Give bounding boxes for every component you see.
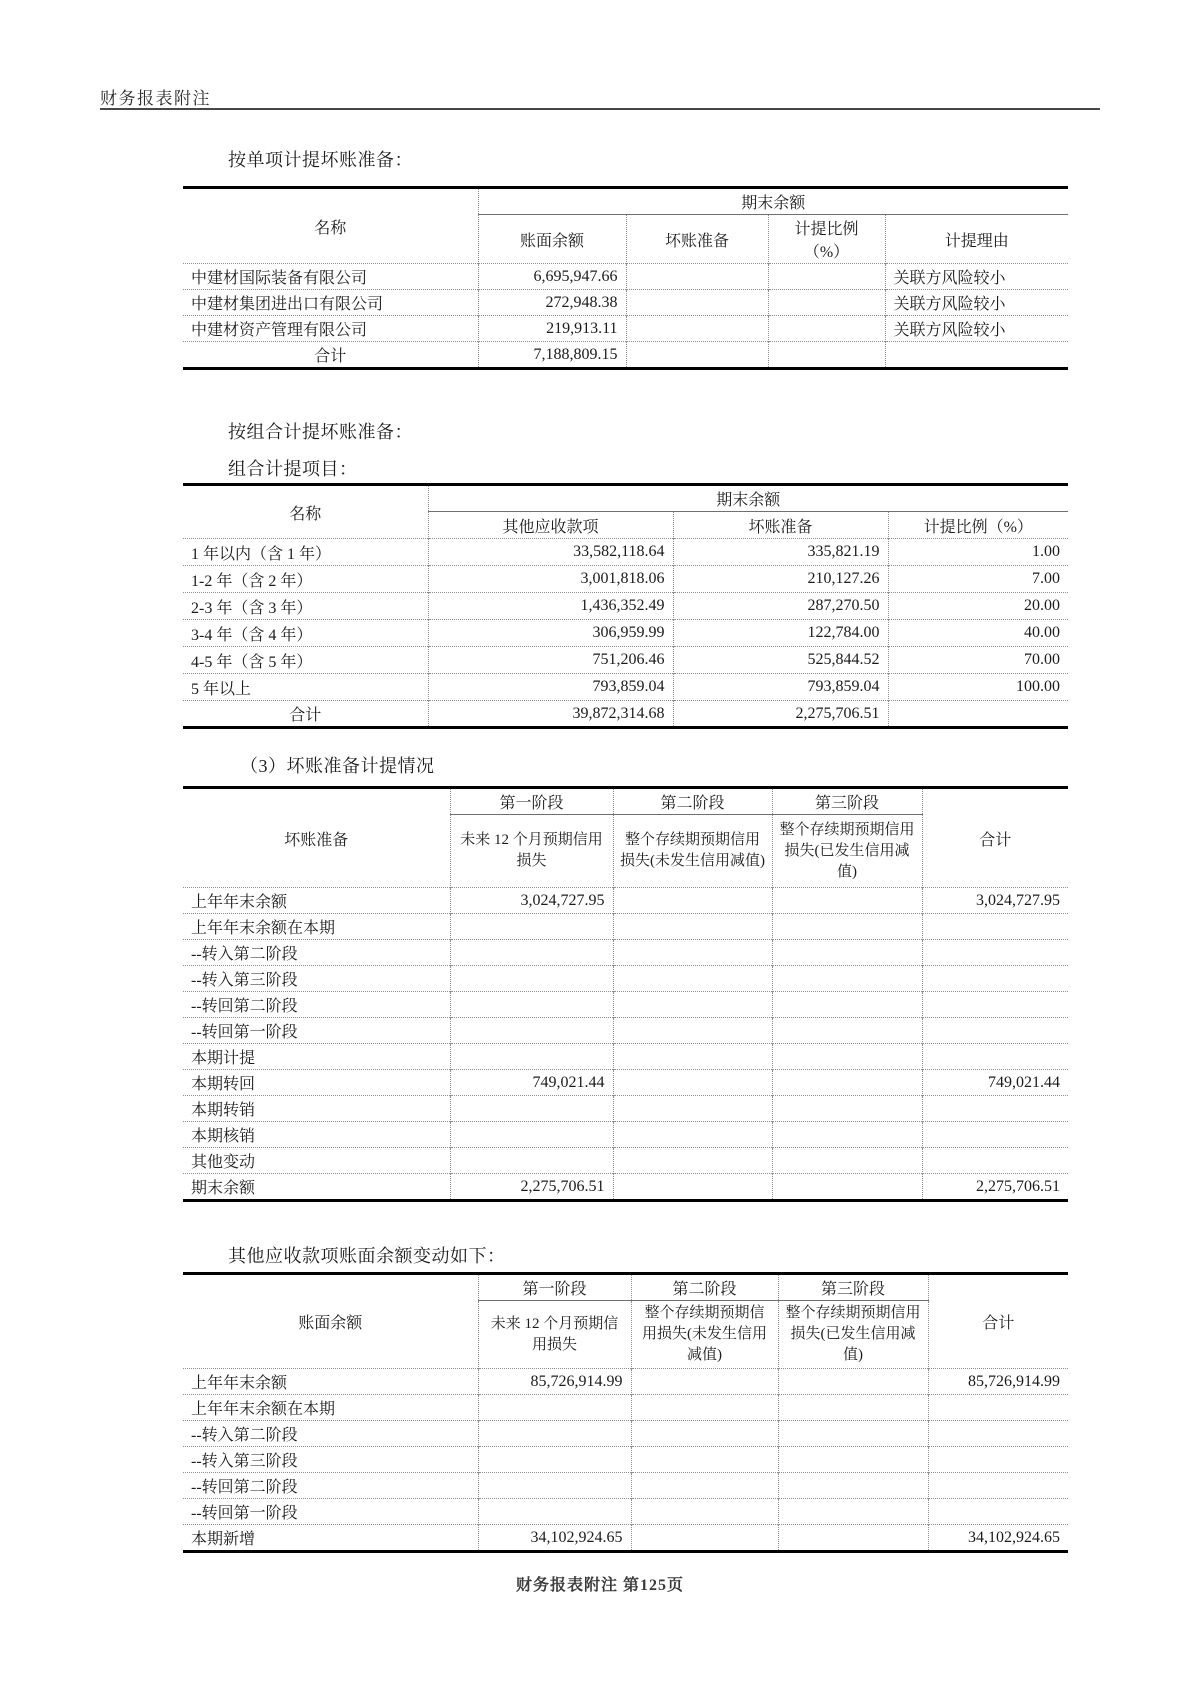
col-header-stage1: 第一阶段 [450, 788, 613, 815]
section-heading-provision-stages: （3）坏账准备计提情况 [240, 756, 435, 776]
amount-cell: 1,436,352.49 [428, 593, 673, 620]
row-label: 2-3 年（含 3 年） [183, 593, 428, 620]
amount-cell [631, 1421, 778, 1447]
amount-cell: 33,582,118.64 [428, 539, 673, 566]
amount-cell: 335,821.19 [673, 539, 888, 566]
amount-cell [772, 1044, 922, 1070]
table-row [183, 1044, 1068, 1070]
amount-cell [613, 992, 772, 1018]
amount-cell [613, 1018, 772, 1044]
amount-cell [772, 1018, 922, 1044]
row-label: 4-5 年（含 5 年） [183, 647, 428, 674]
row-label: 上年年末余额在本期 [183, 914, 450, 940]
section-heading-portfolio-provision: 按组合计提坏账准备： [228, 422, 413, 442]
row-label: 本期转销 [183, 1096, 450, 1122]
page-title: 财务报表附注 [100, 89, 211, 108]
amount-cell: 751,206.46 [428, 647, 673, 674]
amount-cell: 272,948.38 [478, 290, 626, 316]
table-row [183, 1525, 1068, 1552]
table-row [183, 539, 1068, 566]
amount-cell: 3,024,727.95 [922, 888, 1068, 914]
table-row [183, 1148, 1068, 1174]
amount-cell [626, 290, 768, 316]
col-header-book-balance: 账面余额 [478, 215, 626, 264]
section-heading-single-provision: 按单项计提坏账准备： [228, 150, 413, 170]
col-subheader-lifetime-ecl-impaired: 整个存续期预期信用损失(已发生信用减值) [772, 815, 922, 888]
amount-cell [922, 966, 1068, 992]
reason-cell: 关联方风险较小 [885, 316, 1068, 342]
group-header-row [183, 485, 1068, 512]
amount-cell [922, 940, 1068, 966]
amount-cell [778, 1525, 928, 1552]
row-label: 本期新增 [183, 1525, 478, 1552]
bad-debt-stage-table [183, 786, 1068, 1202]
table-row [183, 888, 1068, 914]
amount-cell [772, 914, 922, 940]
ratio-cell: 7.00 [888, 566, 1068, 593]
amount-cell: 7,188,809.15 [478, 342, 626, 369]
amount-cell [768, 264, 885, 290]
amount-cell [613, 966, 772, 992]
amount-cell: 3,024,727.95 [450, 888, 613, 914]
ratio-cell: 100.00 [888, 674, 1068, 701]
amount-cell [772, 1070, 922, 1096]
amount-cell [631, 1447, 778, 1473]
amount-cell: 749,021.44 [450, 1070, 613, 1096]
amount-cell [772, 1148, 922, 1174]
row-label: --转入第三阶段 [183, 966, 450, 992]
reason-cell [885, 342, 1068, 369]
amount-cell: 2,275,706.51 [450, 1174, 613, 1201]
amount-cell [450, 1122, 613, 1148]
amount-cell [778, 1447, 928, 1473]
row-label: --转入第二阶段 [183, 940, 450, 966]
table-row [183, 593, 1068, 620]
col-header-reason: 计提理由 [885, 215, 1068, 264]
amount-cell [772, 992, 922, 1018]
table-row [183, 620, 1068, 647]
total-label: 合计 [183, 701, 428, 728]
amount-cell: 85,726,914.99 [478, 1369, 631, 1395]
row-label: 其他变动 [183, 1148, 450, 1174]
amount-cell [450, 1044, 613, 1070]
amount-cell: 85,726,914.99 [928, 1369, 1068, 1395]
amount-cell [928, 1447, 1068, 1473]
reason-cell: 关联方风险较小 [885, 264, 1068, 290]
amount-cell [778, 1421, 928, 1447]
row-label: 上年年末余额 [183, 888, 450, 914]
amount-cell [928, 1473, 1068, 1499]
amount-cell [772, 966, 922, 992]
amount-cell [631, 1499, 778, 1525]
amount-cell [613, 1174, 772, 1201]
amount-cell [613, 1096, 772, 1122]
amount-cell [478, 1499, 631, 1525]
row-label: --转回第二阶段 [183, 992, 450, 1018]
total-row [183, 342, 1068, 369]
amount-cell [450, 1096, 613, 1122]
amount-cell [922, 992, 1068, 1018]
row-label: 本期转回 [183, 1070, 450, 1096]
col-subheader-lifetime-ecl-no-impair: 整个存续期预期信用损失(未发生信用减值) [613, 815, 772, 888]
amount-cell [613, 914, 772, 940]
amount-cell [772, 1122, 922, 1148]
amount-cell [450, 992, 613, 1018]
amount-cell [778, 1499, 928, 1525]
amount-cell: 306,959.99 [428, 620, 673, 647]
amount-cell [768, 316, 885, 342]
amount-cell [450, 914, 613, 940]
amount-cell [631, 1473, 778, 1499]
amount-cell [478, 1447, 631, 1473]
amount-cell: 793,859.04 [673, 674, 888, 701]
col-header-total: 合计 [922, 788, 1068, 888]
row-label: --转回第二阶段 [183, 1473, 478, 1499]
amount-cell: 287,270.50 [673, 593, 888, 620]
amount-cell [450, 1018, 613, 1044]
row-label: --转入第三阶段 [183, 1447, 478, 1473]
col-subheader-12m-ecl: 未来 12 个月预期信用损失 [450, 815, 613, 888]
table-row [183, 1122, 1068, 1148]
row-label: --转回第一阶段 [183, 1499, 478, 1525]
ratio-cell: 1.00 [888, 539, 1068, 566]
table-row [183, 316, 1068, 342]
row-label: 上年年末余额在本期 [183, 1395, 478, 1421]
col-subheader-lifetime-ecl-impaired: 整个存续期预期信用损失(已发生信用减值) [778, 1301, 928, 1369]
single-provision-table [183, 186, 1068, 370]
col-header-stage3: 第三阶段 [772, 788, 922, 815]
amount-cell [613, 1122, 772, 1148]
amount-cell [613, 1148, 772, 1174]
amount-cell [768, 342, 885, 369]
row-label: 中建材国际装备有限公司 [183, 264, 478, 290]
amount-cell [450, 966, 613, 992]
table-row [183, 290, 1068, 316]
table-row [183, 566, 1068, 593]
table-row [183, 1447, 1068, 1473]
portfolio-provision-table [183, 483, 1068, 729]
col-header-total: 合计 [928, 1274, 1068, 1369]
total-label: 合计 [183, 342, 478, 369]
table-row [183, 940, 1068, 966]
col-subheader-12m-ecl: 未来 12 个月预期信用损失 [478, 1301, 631, 1369]
page-footer: 财务报表附注 第125页 [515, 1577, 684, 1594]
amount-cell: 122,784.00 [673, 620, 888, 647]
section-heading-book-balance-changes: 其他应收款项账面余额变动如下： [228, 1246, 506, 1266]
amount-cell [478, 1473, 631, 1499]
amount-cell [922, 1044, 1068, 1070]
stage-header-row [183, 788, 1068, 815]
table-row [183, 1174, 1068, 1201]
table-row [183, 674, 1068, 701]
table-row [183, 264, 1068, 290]
amount-cell: 39,872,314.68 [428, 701, 673, 728]
col-header-book-balance: 账面余额 [183, 1274, 478, 1369]
amount-cell [626, 264, 768, 290]
amount-cell [613, 940, 772, 966]
amount-cell [928, 1395, 1068, 1421]
col-header-bad-debt: 坏账准备 [626, 215, 768, 264]
col-header-stage1: 第一阶段 [478, 1274, 631, 1301]
amount-cell [768, 290, 885, 316]
table-row [183, 1369, 1068, 1395]
amount-cell: 2,275,706.51 [922, 1174, 1068, 1201]
amount-cell [922, 1148, 1068, 1174]
table-row [183, 1070, 1068, 1096]
col-header-bad-debt: 坏账准备 [183, 788, 450, 888]
table-row [183, 1421, 1068, 1447]
amount-cell [772, 888, 922, 914]
amount-cell: 219,913.11 [478, 316, 626, 342]
col-header-ratio: 计提比例（%） [768, 215, 885, 264]
amount-cell [626, 316, 768, 342]
row-label: --转回第一阶段 [183, 1018, 450, 1044]
ratio-cell [888, 701, 1068, 728]
amount-cell [772, 1096, 922, 1122]
table-row [183, 992, 1068, 1018]
table-row [183, 1499, 1068, 1525]
reason-cell: 关联方风险较小 [885, 290, 1068, 316]
amount-cell [631, 1395, 778, 1421]
col-header-ending-balance: 期末余额 [428, 485, 1068, 512]
amount-cell: 3,001,818.06 [428, 566, 673, 593]
header-divider [100, 108, 1100, 110]
amount-cell [450, 940, 613, 966]
table-row [183, 914, 1068, 940]
amount-cell [922, 1018, 1068, 1044]
amount-cell [613, 1044, 772, 1070]
amount-cell: 34,102,924.65 [478, 1525, 631, 1552]
row-label: 1-2 年（含 2 年） [183, 566, 428, 593]
amount-cell: 2,275,706.51 [673, 701, 888, 728]
amount-cell [922, 1122, 1068, 1148]
row-label: 本期核销 [183, 1122, 450, 1148]
row-label: 1 年以内（含 1 年） [183, 539, 428, 566]
amount-cell: 210,127.26 [673, 566, 888, 593]
row-label: 上年年末余额 [183, 1369, 478, 1395]
col-header-bad-debt: 坏账准备 [673, 512, 888, 539]
row-label: --转入第二阶段 [183, 1421, 478, 1447]
total-row [183, 701, 1068, 728]
col-subheader-lifetime-ecl-no-impair: 整个存续期预期信用损失(未发生信用减值) [631, 1301, 778, 1369]
table-row [183, 1473, 1068, 1499]
amount-cell [478, 1395, 631, 1421]
table-row [183, 647, 1068, 674]
amount-cell [778, 1473, 928, 1499]
col-header-stage2: 第二阶段 [631, 1274, 778, 1301]
table-row [183, 966, 1068, 992]
col-header-stage3: 第三阶段 [778, 1274, 928, 1301]
row-label: 中建材集团进出口有限公司 [183, 290, 478, 316]
amount-cell [922, 1096, 1068, 1122]
col-header-other-receivables: 其他应收款项 [428, 512, 673, 539]
amount-cell [613, 888, 772, 914]
amount-cell [922, 914, 1068, 940]
amount-cell [478, 1421, 631, 1447]
table-row [183, 1395, 1068, 1421]
amount-cell [631, 1525, 778, 1552]
table-row [183, 1096, 1068, 1122]
ratio-cell: 40.00 [888, 620, 1068, 647]
amount-cell [631, 1369, 778, 1395]
amount-cell: 6,695,947.66 [478, 264, 626, 290]
amount-cell: 34,102,924.65 [928, 1525, 1068, 1552]
group-header-row [183, 188, 1068, 215]
amount-cell [772, 1174, 922, 1201]
row-label: 本期计提 [183, 1044, 450, 1070]
col-header-stage2: 第二阶段 [613, 788, 772, 815]
col-header-name: 名称 [183, 485, 428, 539]
col-header-ending-balance: 期末余额 [478, 188, 1068, 215]
ratio-cell: 20.00 [888, 593, 1068, 620]
ratio-cell: 70.00 [888, 647, 1068, 674]
stage-header-row [183, 1274, 1068, 1301]
row-label: 5 年以上 [183, 674, 428, 701]
row-label: 中建材资产管理有限公司 [183, 316, 478, 342]
amount-cell [613, 1070, 772, 1096]
amount-cell: 749,021.44 [922, 1070, 1068, 1096]
amount-cell [928, 1421, 1068, 1447]
amount-cell [450, 1148, 613, 1174]
amount-cell [772, 940, 922, 966]
amount-cell: 525,844.52 [673, 647, 888, 674]
book-balance-stage-table [183, 1272, 1068, 1553]
table-row [183, 1018, 1068, 1044]
amount-cell: 793,859.04 [428, 674, 673, 701]
section-heading-portfolio-items: 组合计提项目： [228, 459, 358, 479]
col-header-name: 名称 [183, 188, 478, 264]
amount-cell [928, 1499, 1068, 1525]
amount-cell [778, 1369, 928, 1395]
row-label: 3-4 年（含 4 年） [183, 620, 428, 647]
amount-cell [778, 1395, 928, 1421]
amount-cell [626, 342, 768, 369]
col-header-ratio: 计提比例（%） [888, 512, 1068, 539]
row-label: 期末余额 [183, 1174, 450, 1201]
